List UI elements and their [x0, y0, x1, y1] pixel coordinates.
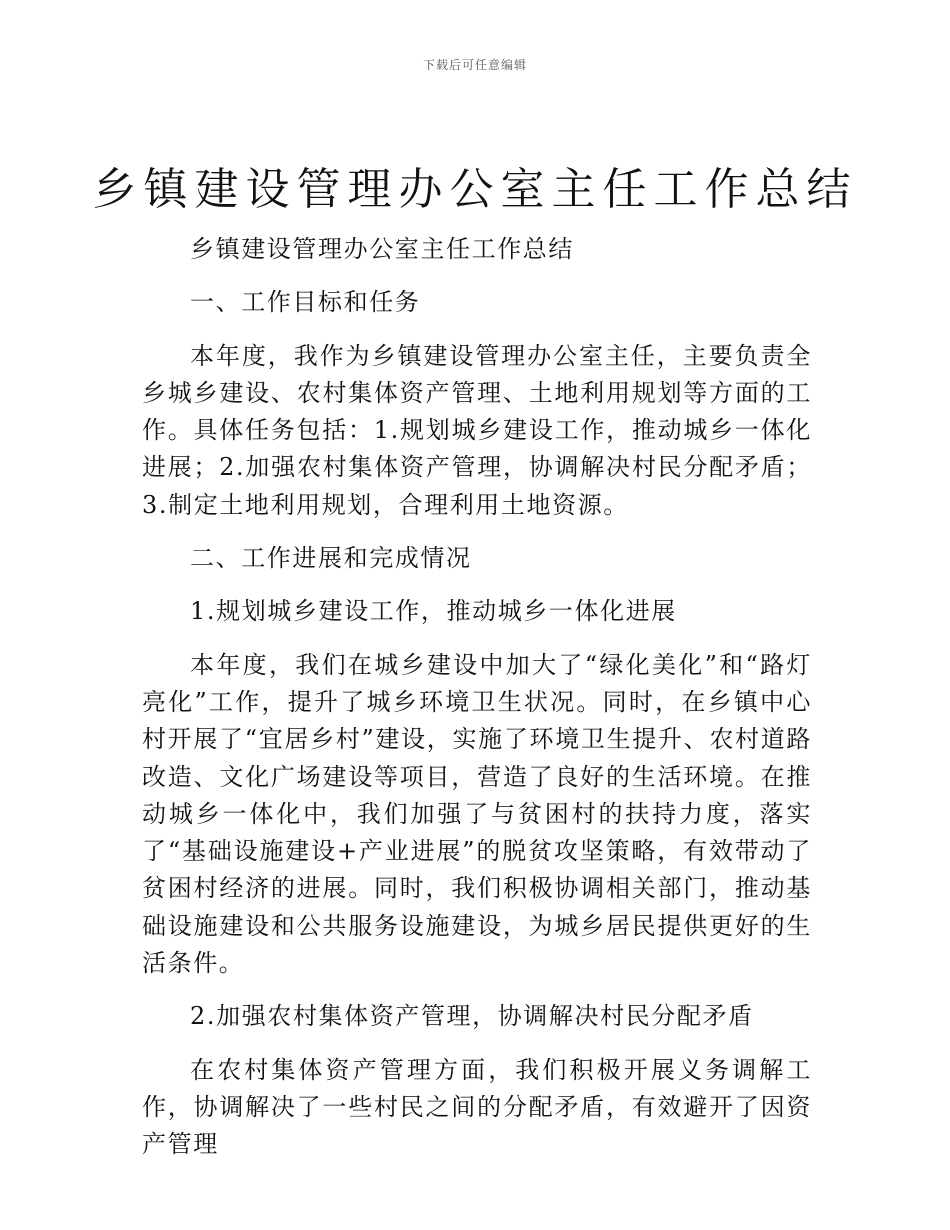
- paragraph-collective-assets: 在农村集体资产管理方面，我们积极开展义务调解工作，协调解决了一些村民之间的分配矛盾，有效避开了因资产管理: [142, 1055, 812, 1159]
- section-heading-goals: 一、工作目标和任务: [190, 288, 421, 317]
- page-header-note: 下载后可任意编辑: [422, 58, 527, 72]
- paragraph-goals: 本年度，我作为乡镇建设管理办公室主任，主要负责全乡城乡建设、农村集体资产管理、土地利用规划等方面的工作。具体任务包括：1.规划城乡建设工作，推动城乡一体化进展；2.加强农村集体资产管理，协调解决村民分配矛盾；3.制定土地利用规划，合理利用土地资源。: [142, 341, 812, 519]
- paragraph-subtitle: 乡镇建设管理办公室主任工作总结: [190, 235, 574, 263]
- section-heading-progress: 二、工作进展和完成情况: [190, 544, 472, 573]
- document-title: 乡镇建设管理办公室主任工作总结: [92, 164, 858, 215]
- subheading-collective-assets: 2.加强农村集体资产管理，协调解决村民分配矛盾: [190, 1002, 754, 1031]
- paragraph-urban-rural: 本年度，我们在城乡建设中加大了“绿化美化”和“路灯亮化”工作，提升了城乡环境卫生状况。同时，在乡镇中心村开展了“宜居乡村”建设，实施了环境卫生提升、农村道路改造、文化广场建设等项目，营造了良好的生活环境。在推动城乡一体化中，我们加强了与贫困村的扶持力度，落实了“基础设施建设+产业进展”的脱贫攻坚策略，有效带动了贫困村经济的进展。同时，我们积极协调相关部门，推动基础设施建设和公共服务设施建设，为城乡居民提供更好的生活条件。: [142, 650, 812, 978]
- document-body: [142, 231, 812, 1180]
- subheading-urban-rural: 1.规划城乡建设工作，推动城乡一体化进展: [190, 597, 677, 626]
